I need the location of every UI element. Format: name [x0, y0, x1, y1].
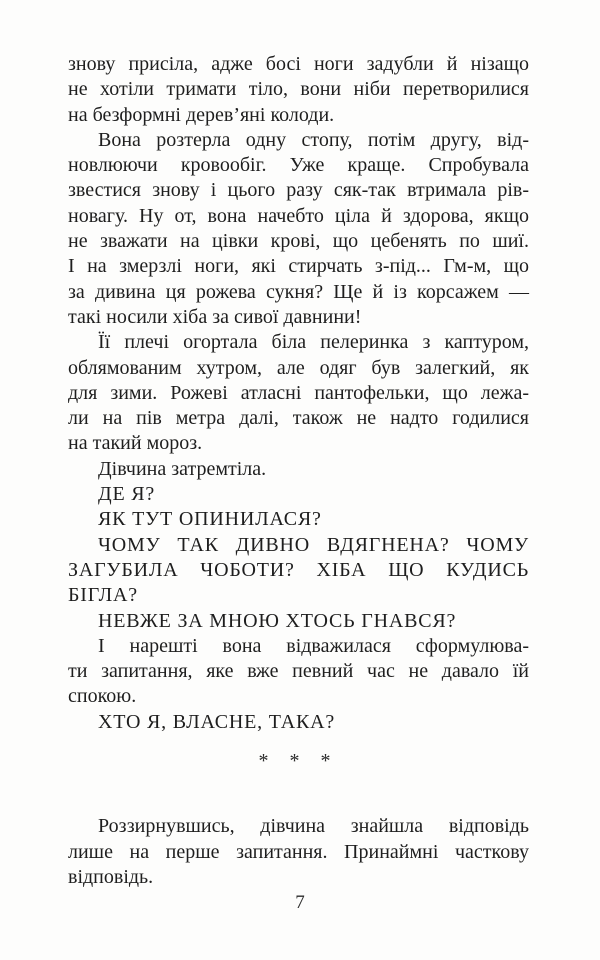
text-line: І на змерзлі ноги, які стирчать з-під... Гм-м, що: [68, 255, 529, 278]
paragraph: [68, 634, 529, 710]
text-line: ли на пів метра далі, також не надто годилися: [68, 407, 529, 430]
paragraph: [68, 482, 529, 507]
section-separator: * * *: [258, 750, 339, 773]
text-line: Дівчина затремтіла.: [98, 457, 267, 480]
text-line: облямованим хутром, але одяг був залегкий, як: [68, 356, 529, 379]
paragraph: [68, 330, 529, 456]
paragraph: [68, 457, 529, 482]
text-line: ЧОМУ ТАК ДИВНО ВДЯГНЕНА? ЧОМУ: [98, 533, 529, 556]
text-line: відповідь.: [68, 865, 154, 888]
text-line: ДЕ Я?: [98, 483, 156, 506]
text-line: Роззирнувшись, дівчина знайшла відповідь: [98, 815, 529, 838]
text-line: ЯК ТУТ ОПИНИЛАСЯ?: [98, 508, 322, 531]
text-line: БІГЛА?: [68, 584, 138, 607]
text-line: Вона розтерла одну стопу, потім другу, від-: [98, 128, 529, 151]
text-line: Її плечі огортала біла пелеринка з каптуром,: [98, 331, 529, 354]
paragraph: [68, 507, 529, 532]
paragraph: [68, 710, 529, 735]
text-line: на такий мороз.: [68, 432, 203, 455]
text-block: [68, 52, 529, 890]
text-line: не зважати на цівки крові, що цебенять по шиї.: [68, 230, 529, 253]
text-line: ХТО Я, ВЛАСНЕ, ТАКА?: [98, 710, 336, 733]
text-line: новагу. Ну от, вона начебто ціла й здорова, якщо: [68, 204, 529, 227]
text-line: НЕВЖЕ ЗА МНОЮ ХТОСЬ ГНАВСЯ?: [98, 609, 457, 632]
text-line: звестися знову і цього разу сяк-так втримала рів-: [68, 179, 529, 202]
paragraph: [68, 52, 529, 128]
text-line: не хотіли тримати тіло, вони ніби перетворилися: [68, 78, 529, 101]
text-line: такі носили хіба за сивої давнини!: [68, 305, 362, 328]
text-line: лише на перше запитання. Принаймні часткову: [68, 840, 529, 863]
text-line: за дивина ця рожева сукня? Ще й із корсажем —: [68, 280, 529, 303]
paragraph: [68, 128, 529, 330]
text-line: ти запитання, яке вже певний час не давало їй: [68, 660, 529, 683]
paragraph: [68, 814, 529, 890]
text-line: спокою.: [68, 685, 137, 708]
text-line: новлюючи кровообіг. Уже краще. Спробувала: [68, 154, 529, 177]
text-line: знову присіла, адже босі ноги задубли й нізащо: [68, 53, 529, 75]
paragraph: [68, 609, 529, 634]
text-line: на безформні дерев’яні колоди.: [68, 103, 335, 126]
text-line: для зими. Рожеві атласні пантофельки, що лежа-: [68, 381, 529, 404]
page-number: 7: [295, 892, 305, 913]
paragraph: [68, 533, 529, 609]
text-line: І нарешті вона відважилася сформулюва-: [98, 634, 529, 657]
text-line: ЗАГУБИЛА ЧОБОТИ? ХІБА ЩО КУДИСЬ: [68, 558, 529, 581]
